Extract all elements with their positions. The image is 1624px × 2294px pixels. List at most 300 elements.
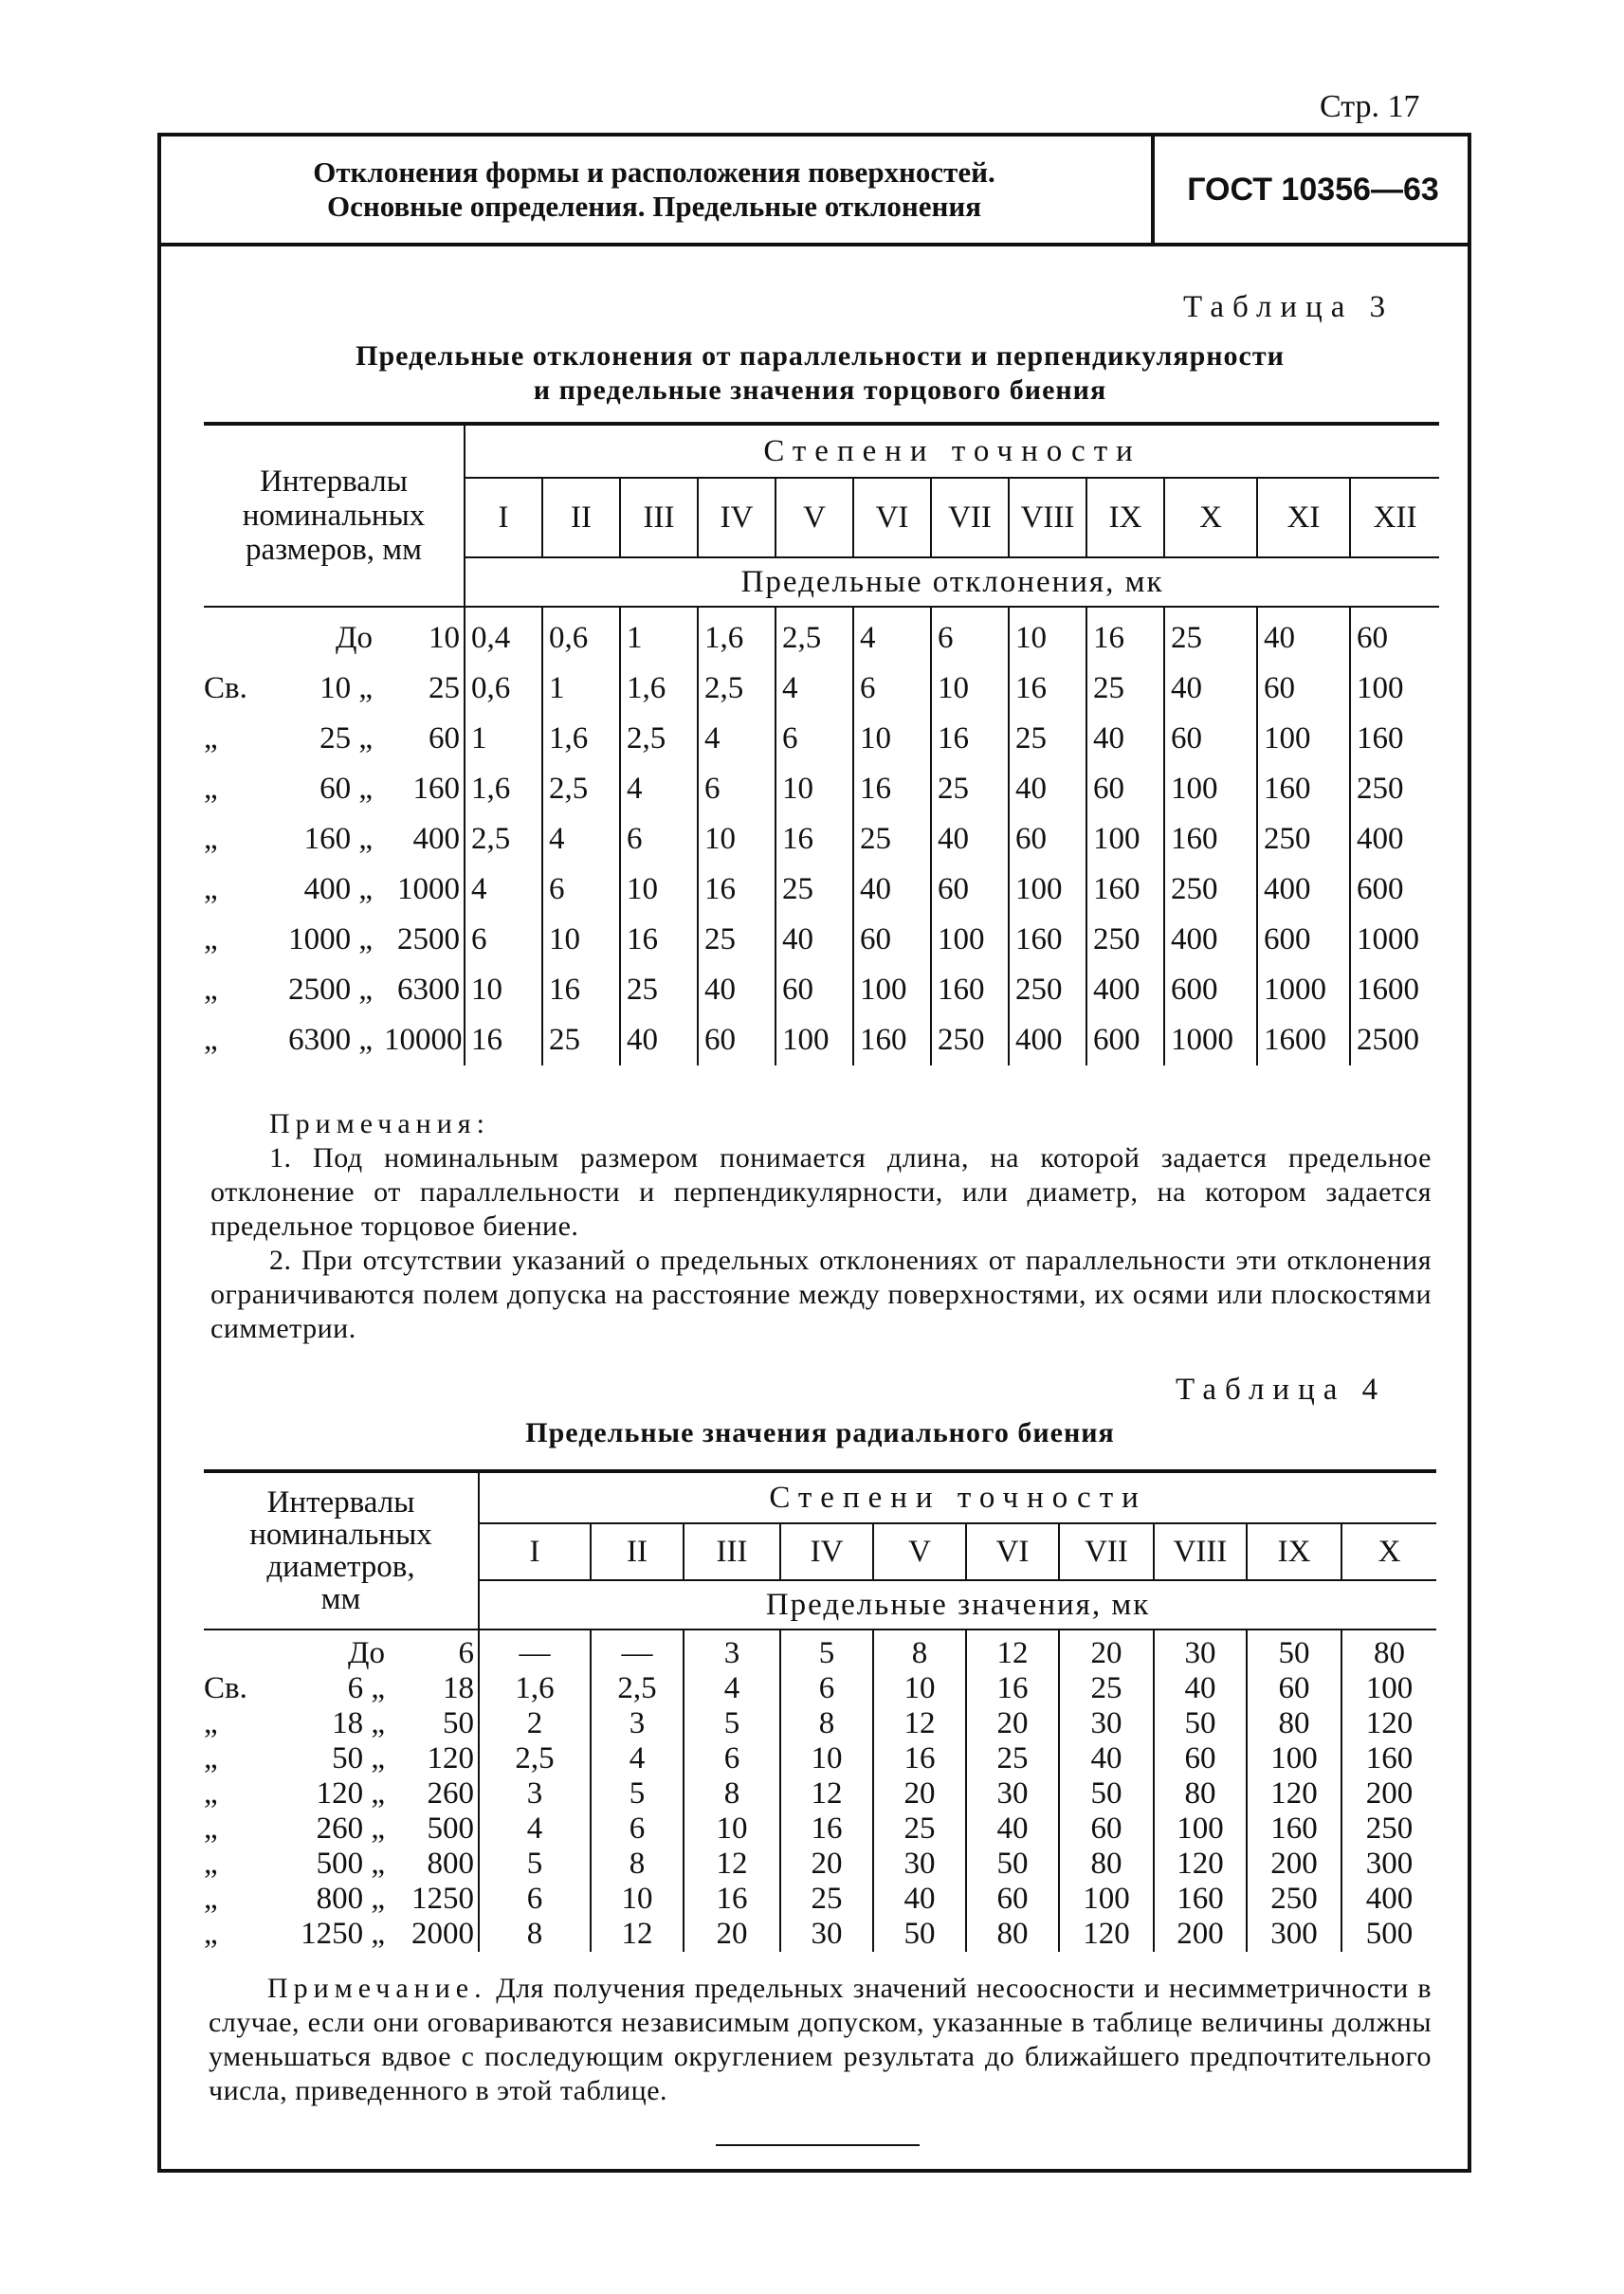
table3-cell: 600 [1257,915,1350,965]
table4-cell: 4 [684,1671,780,1706]
table4-cell: 40 [1059,1741,1154,1776]
table4-head-intervals [204,1471,479,1629]
table4-cell: 8 [873,1629,966,1671]
table3-cell: 40 [1009,764,1086,814]
end-rule [716,2144,920,2146]
table4-note [209,1972,1432,2108]
table3-grade-iii: III [620,478,698,557]
table4-row [204,1706,1436,1741]
table4-cell: 1,6 [479,1671,591,1706]
table4-cell: 40 [1154,1671,1247,1706]
table3-grade-xii: XII [1350,478,1439,557]
table4-cell: — [591,1629,684,1671]
table3-cell: 2,5 [698,664,776,714]
table3-row-prefix: „ [204,772,218,806]
table3-row-interval [204,814,465,865]
table3-row [204,965,1439,1015]
table4-cell: 60 [1154,1741,1247,1776]
table3-cell: 4 [465,865,542,915]
table4-row-interval [204,1629,479,1671]
table4-row [204,1776,1436,1812]
table4-cell: 120 [1247,1776,1341,1812]
table3-cell: 160 [1257,764,1350,814]
table3-cell: 40 [931,814,1009,865]
table4-cell: 16 [684,1882,780,1917]
title-line-1: Отклонения формы и расположения поверхностей. [313,155,995,189]
table3-row-to: 60 [429,721,460,756]
table3-cell: 160 [1009,915,1086,965]
table4-cell: 200 [1154,1917,1247,1952]
table4-cell: 12 [591,1917,684,1952]
table3-row-interval [204,1015,465,1065]
table4-row-from: 18 „ [332,1706,385,1740]
table3-cell: 16 [931,714,1009,764]
table3-cell: 25 [1164,607,1257,664]
table3-row-prefix: „ [204,822,218,856]
table4-cell: 5 [780,1629,873,1671]
table3-cell: 6 [698,764,776,814]
table4-cell: 8 [780,1706,873,1741]
table4-row-prefix: „ [204,1741,218,1775]
table3-cell: 100 [1257,714,1350,764]
table3-cell: 400 [1009,1015,1086,1065]
table3-cell: 2,5 [542,764,620,814]
standard-code: ГОСТ 10356—63 [1187,171,1439,208]
table4-cell: 30 [1154,1629,1247,1671]
table4-head-intervals-line: диаметров, [266,1550,415,1584]
table4-row-interval [204,1741,479,1776]
table4-row-prefix: Св. [204,1671,247,1705]
table3-cell: 1600 [1257,1015,1350,1065]
table3-cell: 100 [1086,814,1164,865]
table3-row-from: 60 „ [319,772,373,806]
table3-row-to: 2500 [397,922,460,956]
table4-row-interval [204,1812,479,1847]
table3-cell: 160 [1357,721,1404,756]
table3-cell: 1,6 [620,664,698,714]
table4-row-interval [204,1917,479,1952]
table4-cell: 10 [873,1671,966,1706]
table3-cell: 160 [1086,865,1164,915]
table4-head-intervals-line: мм [320,1582,361,1616]
table3-cell: 60 [698,1015,776,1065]
table3-cell: 160 [1164,814,1257,865]
table4-cell: 16 [780,1812,873,1847]
table3-cell: 40 [1086,714,1164,764]
document-header [157,133,1471,246]
table3-cell: 600 [1086,1015,1164,1065]
table3-cell: 60 [1164,714,1257,764]
table3-cell: 25 [620,965,698,1015]
table3-row-from: До [335,621,373,655]
table3-row [204,1015,1439,1065]
table3-cell: 600 [1357,872,1404,906]
table3-head-grades-group: Степени точности [465,424,1439,478]
table3-cell: 400 [1086,965,1164,1015]
table4-cell: 120 [1365,1706,1414,1740]
table3-grade-ii: II [542,478,620,557]
table3-cell: 1600 [1357,973,1419,1007]
table3-cell: 250 [931,1015,1009,1065]
table3-row-interval [204,607,465,664]
table4-cell: 50 [966,1847,1059,1882]
table4-cell: 300 [1365,1847,1414,1881]
table4-cell: 8 [479,1917,591,1952]
table3-row [204,814,1439,865]
table3-grade-v: V [776,478,853,557]
table3-grade-xi: XI [1257,478,1350,557]
table3-cell: 6 [931,607,1009,664]
table4-row [204,1629,1436,1671]
table4-cell: 6 [684,1741,780,1776]
table4-cell: 250 [1365,1812,1414,1846]
table4-cell: 4 [591,1741,684,1776]
document-title [157,137,1155,243]
table4-cell: 400 [1365,1882,1414,1916]
table3-cell: 160 [853,1015,931,1065]
table3-row-from: 160 „ [303,822,373,856]
table4-row [204,1741,1436,1776]
table3-row-from: 10 „ [319,671,373,705]
table3-cell: 250 [1009,965,1086,1015]
table4-row-to: 1250 [411,1882,474,1916]
table4-cell: 40 [873,1882,966,1917]
table4-cell: 30 [873,1847,966,1882]
table3-grade-iv: IV [698,478,776,557]
table4-grade-x: X [1341,1523,1436,1580]
table4-cell: 12 [684,1847,780,1882]
table4-row-to: 2000 [411,1917,474,1951]
table4-grade-vi: VI [966,1523,1059,1580]
table4-cell: 2,5 [591,1671,684,1706]
table4-cell: 100 [1247,1741,1341,1776]
table3-cell: 16 [776,814,853,865]
table4-row-from: 1250 „ [301,1917,385,1951]
table4-cell: 25 [780,1882,873,1917]
table4-cell: 10 [591,1882,684,1917]
table4-cell: 20 [780,1847,873,1882]
table3-row-interval [204,664,465,714]
table4-row-to: 260 [427,1776,474,1811]
table3-cell: 100 [1357,671,1404,705]
table3-cell: 2,5 [465,814,542,865]
table4-row-to: 120 [427,1741,474,1775]
table4-row-to: 6 [458,1636,474,1670]
table4-cell: 20 [1059,1629,1154,1671]
table3-cell: 4 [853,607,931,664]
table4-cell: 120 [1059,1917,1154,1952]
table3-cell: 250 [1086,915,1164,965]
table4-cell: 200 [1365,1776,1414,1811]
table4-cell: 5 [479,1847,591,1882]
table3-cell: 100 [931,915,1009,965]
table3-cell: 25 [776,865,853,915]
table4-grade-ix: IX [1247,1523,1341,1580]
table4-cell: 160 [1247,1812,1341,1847]
table4-row-interval [204,1706,479,1741]
table4-caption: Предельные значения радиального биения [525,1417,1115,1448]
table4-cell: 12 [966,1629,1059,1671]
table4 [204,1469,1436,1952]
table3-cell: 2,5 [776,607,853,664]
table3-row-to: 1000 [397,872,460,906]
table4-row-to: 50 [443,1706,474,1740]
table3-row-from: 400 „ [303,872,373,906]
table4-row-from: До [347,1636,385,1670]
table3-cell: 250 [1164,865,1257,915]
table4-cell: 8 [684,1776,780,1812]
table4-cell: 60 [966,1882,1059,1917]
table3-row [204,664,1439,714]
title-line-2: Основные определения. Предельные отклонения [326,190,981,223]
table3-cell: 6 [465,915,542,965]
table4-cell: 16 [966,1671,1059,1706]
table3-cell: 6 [620,814,698,865]
table3-grade-vii: VII [931,478,1009,557]
table3-row-to: 6300 [397,973,460,1007]
table3-row-interval [204,915,465,965]
table3-cell: 4 [620,764,698,814]
table4-grade-iv: IV [780,1523,873,1580]
table3-caption [209,339,1432,408]
table3-cell: 25 [698,915,776,965]
table3-cell: 10 [620,865,698,915]
table4-row-prefix: „ [204,1812,218,1846]
table3-caption-line-2: и предельные значения торцового биения [533,374,1107,406]
table3-cell: 16 [1086,607,1164,664]
table3-row-from: 1000 „ [288,922,373,956]
table4-row-from: 120 „ [316,1776,385,1811]
table4-row-prefix: „ [204,1882,218,1916]
table4-cell: 8 [591,1847,684,1882]
table3-cell: 25 [931,764,1009,814]
table3-cell: 40 [698,965,776,1015]
table3-cell: 10 [542,915,620,965]
table4-cell: 16 [873,1741,966,1776]
table4-row-from: 50 „ [332,1741,385,1775]
table4-cell: 5 [684,1706,780,1741]
table3-head-intervals-line: номинальных [242,499,426,533]
table4-cell: 100 [1059,1882,1154,1917]
table3-grade-vi: VI [853,478,931,557]
table4-row-prefix: „ [204,1706,218,1740]
table3-cell: 16 [542,965,620,1015]
table4-row-to: 18 [443,1671,474,1705]
table3-cell: 40 [853,865,931,915]
table4-cell: 5 [591,1776,684,1812]
table3-cell: 1 [620,607,698,664]
table3-head-intervals [204,424,465,607]
table3-grade-x: X [1164,478,1257,557]
table3-cell: 10 [931,664,1009,714]
table4-cell: 10 [684,1812,780,1847]
table3-cell: 1 [465,714,542,764]
table4-row [204,1882,1436,1917]
table3-cell: 10 [853,714,931,764]
table3-cell: 10 [1009,607,1086,664]
table4-cell: 25 [873,1812,966,1847]
table3-row-interval [204,714,465,764]
table3-caption-line-1: Предельные отклонения от параллельности и перпендикулярности [356,340,1285,372]
table4-cell: 60 [1247,1671,1341,1706]
table3-row [204,714,1439,764]
table4-cell: 80 [1154,1776,1247,1812]
table4-row [204,1671,1436,1706]
table3-cell: 6 [853,664,931,714]
table3-cell: 100 [853,965,931,1015]
table3-cell: 16 [853,764,931,814]
table3-grade-ix: IX [1086,478,1164,557]
table3-cell: 25 [542,1015,620,1065]
table4-cell: 30 [966,1776,1059,1812]
notes3-item-2: 2. При отсутствии указаний о предельных отклонениях от параллельности эти отклонения ограничиваются полем допуска на расстояние между поверхностями, их осями или плоскостями симметрии. [210,1245,1432,1344]
table4-cell: 20 [966,1706,1059,1741]
table4-row-from: 260 „ [316,1812,385,1846]
table4-cell: 160 [1365,1741,1414,1775]
table3-row [204,915,1439,965]
table3-cell: 1 [542,664,620,714]
table4-cell: 300 [1247,1917,1341,1952]
table3-cell: 400 [1164,915,1257,965]
table4-cell: 80 [966,1917,1059,1952]
notes4-text: Для получения предельных значений несоосности и несимметричности в случае, если они оговариваются независимым допуском, указанные в таблице величины должны уменьшаться вдвое с последующим округлением результата до ближайшего предпочтительного числа, приведенного в этой таблице. [209,1973,1432,2106]
table3-cell: 25 [1086,664,1164,714]
table4-cell: 80 [1341,1629,1436,1671]
table3-row [204,764,1439,814]
table4-cell: 6 [479,1882,591,1917]
table3-row-from: 6300 „ [288,1023,373,1057]
table4-cell: 50 [873,1917,966,1952]
table4-cell: 2 [479,1706,591,1741]
table3-cell: 16 [1009,664,1086,714]
table3-cell: 0,4 [465,607,542,664]
table3-row-prefix: „ [204,1023,218,1057]
table4-cell: 100 [1365,1671,1414,1705]
table4-head-grades-group: Степени точности [479,1471,1436,1523]
table3-cell: 4 [698,714,776,764]
table3-row-to: 160 [412,772,460,806]
table3-grade-viii: VIII [1009,478,1086,557]
table4-cell: 250 [1247,1882,1341,1917]
table4-row-to: 500 [427,1812,474,1846]
table3-row-to: 10000 [384,1023,463,1057]
table3-cell: 600 [1164,965,1257,1015]
table4-cell: 20 [873,1776,966,1812]
table3-row-interval [204,764,465,814]
table4-label: Таблица 4 [1176,1373,1387,1407]
table3-cell: 25 [1009,714,1086,764]
table3-cell: 2500 [1357,1023,1419,1057]
table4-row-from: 800 „ [316,1882,385,1916]
table3-cell: 160 [931,965,1009,1015]
table3-cell: 400 [1357,822,1404,856]
table4-head-intervals-line: Интервалы [266,1485,415,1520]
table3 [204,422,1439,1065]
table4-head-intervals-line: номинальных [249,1518,432,1552]
table4-cell: 3 [479,1776,591,1812]
table4-cell: 2,5 [479,1741,591,1776]
table3-cell: 1000 [1257,965,1350,1015]
table4-row-prefix: „ [204,1847,218,1881]
table3-row-from: 2500 „ [288,973,373,1007]
table3-cell: 16 [620,915,698,965]
table4-grade-iii: III [684,1523,780,1580]
table4-cell: 20 [684,1917,780,1952]
table3-cell: 40 [1164,664,1257,714]
table4-row-prefix: „ [204,1917,218,1951]
table4-cell: 80 [1059,1847,1154,1882]
table3-cell: 60 [776,965,853,1015]
table3-row-prefix: Св. [204,671,247,705]
table4-cell: 40 [966,1812,1059,1847]
table3-row-prefix: „ [204,721,218,756]
table3-cell: 60 [1257,664,1350,714]
notes4-heading: Примечание. [267,1973,487,2004]
table3-cell: 1000 [1357,922,1419,956]
table4-cell: 50 [1154,1706,1247,1741]
table4-row-from: 6 „ [347,1671,385,1705]
table4-cell: 100 [1154,1812,1247,1847]
table4-cell: 12 [780,1776,873,1812]
table4-grade-viii: VIII [1154,1523,1247,1580]
table3-cell: 40 [776,915,853,965]
table3-cell: 250 [1357,772,1404,806]
table3-cell: 1,6 [698,607,776,664]
table3-head-intervals-line: размеров, мм [245,533,423,567]
table4-grade-i: I [479,1523,591,1580]
table4-cell: 25 [966,1741,1059,1776]
table3-cell: 40 [620,1015,698,1065]
table4-cell: 12 [873,1706,966,1741]
table3-cell: 6 [542,865,620,915]
table4-cell: 80 [1247,1706,1341,1741]
table3-cell: 1000 [1164,1015,1257,1065]
table3-cell: 0,6 [465,664,542,714]
table4-cell: 200 [1247,1847,1341,1882]
table3-cell: 60 [1350,607,1439,664]
table3-cell: 60 [1086,764,1164,814]
table4-cell: 30 [780,1917,873,1952]
table3-cell: 60 [1009,814,1086,865]
table4-row [204,1917,1436,1952]
notes3-item-1: 1. Под номинальным размером понимается длина, на которой задается предельное отклонение от параллельности и перпендикулярности, или диаметр, на котором задается предельное торцовое биение. [210,1142,1432,1242]
table3-cell: 10 [776,764,853,814]
table4-cell: 6 [780,1671,873,1706]
page-number: Стр. 17 [1320,89,1420,124]
table4-cell: 10 [780,1741,873,1776]
table3-cell: 4 [776,664,853,714]
table4-grade-vii: VII [1059,1523,1154,1580]
table3-cell: 60 [931,865,1009,915]
table4-grade-ii: II [591,1523,684,1580]
table3-cell: 60 [853,915,931,965]
table4-cell: 500 [1365,1917,1414,1951]
table4-cell: 50 [1247,1629,1341,1671]
table4-cell: 50 [1059,1776,1154,1812]
table3-row-interval [204,965,465,1015]
table4-row-interval [204,1671,479,1706]
table4-cell: 30 [1059,1706,1154,1741]
table3-row-prefix: „ [204,973,218,1007]
table3-head-sub: Предельные отклонения, мк [465,557,1439,607]
table3-cell: 6 [776,714,853,764]
table3-head-intervals-line: Интервалы [260,464,408,499]
table4-cell: 25 [1059,1671,1154,1706]
table3-row-prefix: „ [204,872,218,906]
table3-row [204,607,1439,664]
table3-cell: 100 [1164,764,1257,814]
table3-row [204,865,1439,915]
